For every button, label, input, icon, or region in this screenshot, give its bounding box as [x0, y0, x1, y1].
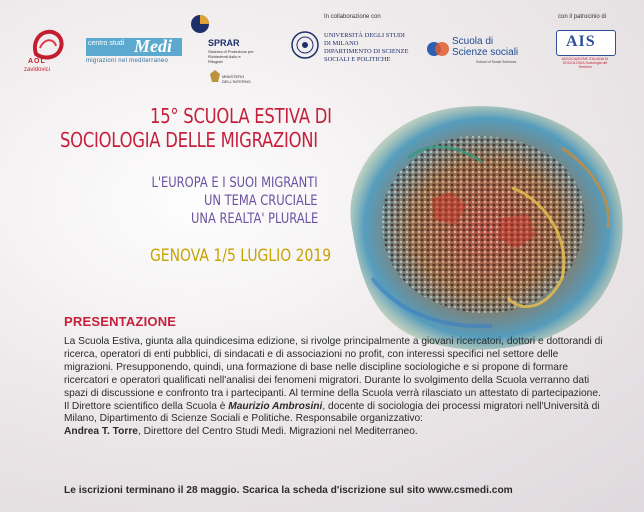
collab-label: In collaborazione con [324, 14, 381, 20]
subtitle-line1: L'EUROPA E I SUOI MIGRANTI [151, 175, 318, 191]
subtitle-line3: UNA REALTA' PLURALE [190, 211, 318, 227]
presentation-p2-pre: Il Direttore scientifico della Scuola è [64, 400, 229, 412]
director-name: Maurizio Ambrosini [228, 400, 323, 412]
registration-footer: Le iscrizioni terminano il 28 maggio. Scarica la scheda d'iscrizione sul sito www.csmedi.com [64, 485, 513, 496]
aol-sub: zavidovici [24, 67, 51, 73]
sss-sub: School of Social Sciences [476, 60, 517, 64]
sss-line1: Scuola di [452, 36, 494, 47]
ais-logo [556, 30, 614, 70]
csmedi-logo [86, 38, 182, 66]
presentation-heading: PRESENTAZIONE [64, 314, 177, 329]
sprar-logo [190, 14, 256, 84]
unimi-line1: UNIVERSITÀ DEGLI STUDI [324, 32, 405, 39]
title-line1: 15° SCUOLA ESTIVA DI [150, 104, 332, 128]
csmedi-brand: Medi [134, 36, 172, 56]
ministry-emblem-icon [210, 70, 220, 82]
sprar-sub: Sistema di Protezione per Richiedenti Asilo e Rifugiati [208, 49, 254, 64]
sprar-name: SPRAR [208, 38, 240, 48]
presentation-body [64, 336, 604, 439]
unimi-seal-icon [290, 30, 320, 60]
sss-mark-icon [426, 38, 450, 60]
event-date: GENOVA 1/5 LUGLIO 2019 [150, 246, 332, 266]
patronage-label: con il patrocinio di [558, 14, 607, 20]
ais-name: AIS [566, 33, 596, 50]
aol-name: AOL [28, 58, 46, 65]
unimi-logo [290, 28, 415, 68]
organizer-name: Andrea T. Torre [64, 426, 138, 438]
presentation-p3-post: , Direttore del Centro Studi Medi. Migrazioni nel Mediterraneo. [137, 426, 418, 438]
csmedi-top: centro studi [88, 40, 125, 47]
title-line2: SOCIOLOGIA DELLE MIGRAZIONI [60, 128, 318, 152]
unimi-line4: SOCIALI E POLITICHE [324, 56, 391, 63]
aol-mark-icon [30, 28, 66, 60]
aol-logo [24, 28, 78, 76]
csmedi-sub: migrazioni nel mediterraneo [86, 58, 169, 64]
unimi-line2: DI MILANO [324, 40, 359, 47]
presentation-p2-post: , docente di sociologia dei processi migratori nell'Università di Milano, Dipartimento di Scienze Sociali e Politiche. Responsabile organizzativo: [64, 400, 600, 425]
sprar-ministry: MINISTERO DELL'INTERNO [222, 74, 251, 84]
presentation-p1: La Scuola Estiva, giunta alla quindicesima edizione, si rivolge principalmente a giovani ricercatori, dottori e dottorandi di ricerca, operatori di enti pubblici, di sindacati e di associazioni no profit, con interessi specifici nel settore delle migrazioni. Presupponendo, quindi, una formazione di base nelle discipline sociologiche e si propone di formare ricercatori e operatori qualificati nell'analisi dei fenomeni migratori. Durante lo svolgimento della Scuola verranno dati spazi di discussione e confronto tra i partecipanti. Al termine della Scuola verrà rilasciato un attestato di partecipazione. [64, 336, 603, 399]
unimi-line3: DIPARTIMENTO DI SCIENZE [324, 48, 409, 55]
ais-sub: ASSOCIAZIONE ITALIANA DI SOCIOLOGIA Sociologia del Territorio [561, 57, 609, 69]
sprar-mark-icon [190, 14, 210, 36]
sss-line2: Scienze sociali [452, 47, 519, 58]
subtitle-line2: UN TEMA CRUCIALE [204, 193, 318, 209]
sss-logo [426, 36, 546, 68]
logo-bar [0, 0, 644, 90]
europe-artwork [312, 78, 642, 368]
